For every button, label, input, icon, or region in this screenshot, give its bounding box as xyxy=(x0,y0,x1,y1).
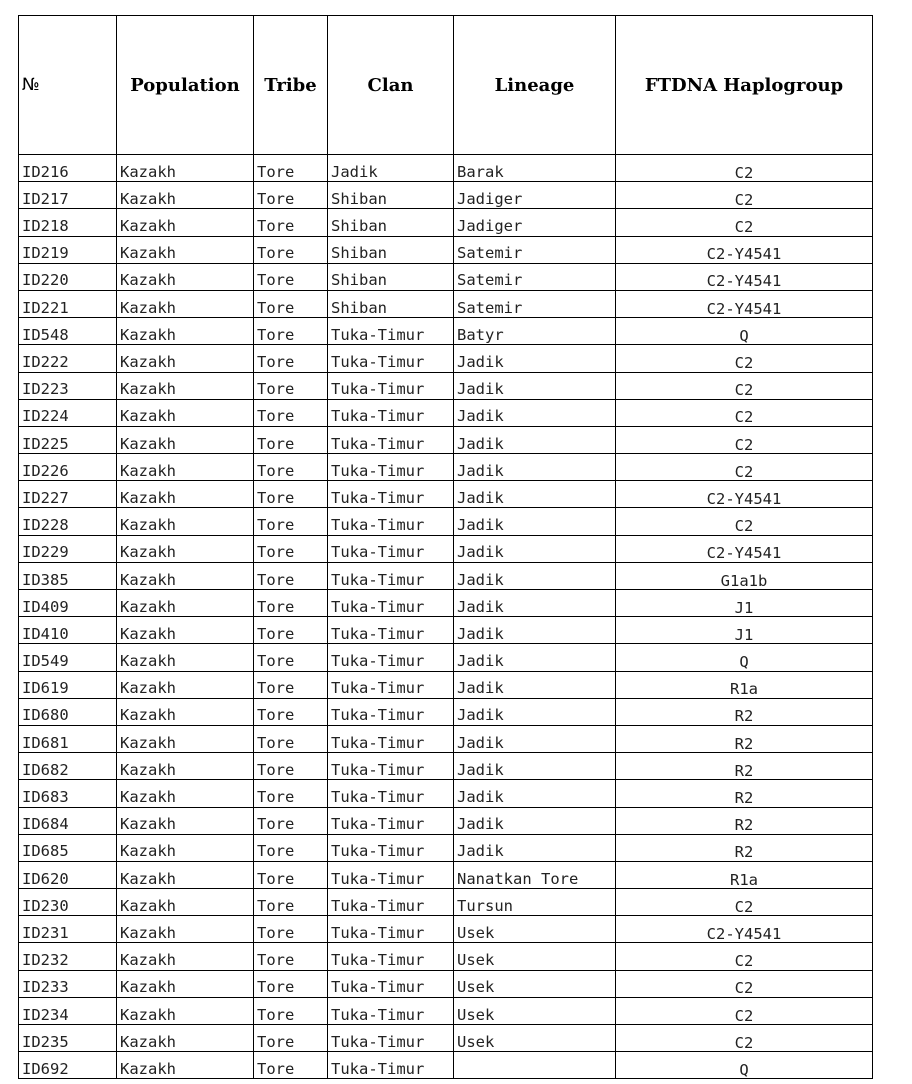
cell-population: Kazakh xyxy=(117,725,254,752)
cell-haplogroup: C2 xyxy=(616,155,873,182)
cell-lineage: Jadik xyxy=(454,454,616,481)
cell-tribe: Tore xyxy=(254,590,328,617)
cell-id: ID684 xyxy=(19,807,117,834)
cell-tribe: Tore xyxy=(254,562,328,589)
cell-haplogroup: R2 xyxy=(616,780,873,807)
cell-tribe: Tore xyxy=(254,1025,328,1052)
cell-population: Kazakh xyxy=(117,780,254,807)
cell-population: Kazakh xyxy=(117,290,254,317)
cell-tribe: Tore xyxy=(254,671,328,698)
cell-tribe: Tore xyxy=(254,753,328,780)
cell-tribe: Tore xyxy=(254,399,328,426)
cell-haplogroup: R2 xyxy=(616,698,873,725)
cell-id: ID228 xyxy=(19,508,117,535)
cell-id: ID410 xyxy=(19,617,117,644)
table-row xyxy=(19,590,873,617)
cell-population: Kazakh xyxy=(117,481,254,508)
cell-lineage: Usek xyxy=(454,916,616,943)
cell-tribe: Tore xyxy=(254,889,328,916)
cell-lineage: Jadik xyxy=(454,345,616,372)
cell-clan: Tuka-Timur xyxy=(328,508,454,535)
cell-haplogroup: C2 xyxy=(616,182,873,209)
cell-population: Kazakh xyxy=(117,345,254,372)
cell-id: ID229 xyxy=(19,535,117,562)
cell-population: Kazakh xyxy=(117,671,254,698)
cell-tribe: Tore xyxy=(254,1052,328,1079)
cell-lineage: Jadik xyxy=(454,698,616,725)
cell-population: Kazakh xyxy=(117,209,254,236)
cell-haplogroup: R1a xyxy=(616,861,873,888)
table-row xyxy=(19,725,873,752)
cell-population: Kazakh xyxy=(117,834,254,861)
cell-lineage: Jadik xyxy=(454,834,616,861)
haplogroup-table xyxy=(18,15,873,1079)
table-row xyxy=(19,535,873,562)
cell-id: ID232 xyxy=(19,943,117,970)
cell-haplogroup: R2 xyxy=(616,807,873,834)
cell-tribe: Tore xyxy=(254,861,328,888)
cell-tribe: Tore xyxy=(254,807,328,834)
cell-lineage: Jadik xyxy=(454,617,616,644)
table-row xyxy=(19,1052,873,1079)
cell-id: ID231 xyxy=(19,916,117,943)
cell-clan: Tuka-Timur xyxy=(328,1025,454,1052)
header-tribe: Tribe xyxy=(254,16,328,155)
cell-tribe: Tore xyxy=(254,780,328,807)
cell-tribe: Tore xyxy=(254,481,328,508)
cell-lineage: Jadik xyxy=(454,753,616,780)
cell-haplogroup: C2 xyxy=(616,426,873,453)
cell-clan: Jadik xyxy=(328,155,454,182)
cell-population: Kazakh xyxy=(117,535,254,562)
cell-lineage: Usek xyxy=(454,997,616,1024)
cell-tribe: Tore xyxy=(254,644,328,671)
cell-id: ID683 xyxy=(19,780,117,807)
cell-lineage: Jadik xyxy=(454,481,616,508)
cell-lineage: Jadik xyxy=(454,562,616,589)
cell-id: ID409 xyxy=(19,590,117,617)
cell-id: ID548 xyxy=(19,318,117,345)
cell-tribe: Tore xyxy=(254,372,328,399)
cell-tribe: Tore xyxy=(254,290,328,317)
cell-lineage: Jadik xyxy=(454,372,616,399)
cell-id: ID620 xyxy=(19,861,117,888)
cell-tribe: Tore xyxy=(254,454,328,481)
cell-id: ID549 xyxy=(19,644,117,671)
cell-clan: Tuka-Timur xyxy=(328,535,454,562)
cell-clan: Tuka-Timur xyxy=(328,780,454,807)
cell-clan: Shiban xyxy=(328,290,454,317)
cell-haplogroup: C2 xyxy=(616,889,873,916)
cell-lineage: Jadik xyxy=(454,671,616,698)
cell-clan: Shiban xyxy=(328,182,454,209)
cell-haplogroup: G1a1b xyxy=(616,562,873,589)
cell-id: ID619 xyxy=(19,671,117,698)
cell-haplogroup: C2 xyxy=(616,997,873,1024)
cell-id: ID219 xyxy=(19,236,117,263)
cell-lineage: Tursun xyxy=(454,889,616,916)
cell-tribe: Tore xyxy=(254,182,328,209)
table-row xyxy=(19,997,873,1024)
cell-clan: Tuka-Timur xyxy=(328,481,454,508)
cell-lineage: Jadik xyxy=(454,508,616,535)
cell-tribe: Tore xyxy=(254,155,328,182)
cell-id: ID680 xyxy=(19,698,117,725)
cell-id: ID230 xyxy=(19,889,117,916)
table-row xyxy=(19,399,873,426)
cell-tribe: Tore xyxy=(254,916,328,943)
header-haplogroup: FTDNA Haplogroup xyxy=(616,16,873,155)
cell-lineage: Jadik xyxy=(454,780,616,807)
table-row xyxy=(19,263,873,290)
cell-clan: Tuka-Timur xyxy=(328,426,454,453)
cell-id: ID234 xyxy=(19,997,117,1024)
cell-haplogroup: R1a xyxy=(616,671,873,698)
cell-clan: Tuka-Timur xyxy=(328,943,454,970)
cell-id: ID218 xyxy=(19,209,117,236)
cell-id: ID227 xyxy=(19,481,117,508)
cell-clan: Tuka-Timur xyxy=(328,834,454,861)
cell-lineage: Batyr xyxy=(454,318,616,345)
cell-tribe: Tore xyxy=(254,318,328,345)
cell-population: Kazakh xyxy=(117,318,254,345)
cell-id: ID682 xyxy=(19,753,117,780)
table-row xyxy=(19,889,873,916)
cell-lineage: Jadiger xyxy=(454,182,616,209)
cell-id: ID692 xyxy=(19,1052,117,1079)
cell-haplogroup: R2 xyxy=(616,753,873,780)
table-row xyxy=(19,481,873,508)
cell-lineage: Satemir xyxy=(454,236,616,263)
table-row xyxy=(19,943,873,970)
cell-population: Kazakh xyxy=(117,970,254,997)
header-number: № xyxy=(19,16,117,155)
cell-haplogroup: R2 xyxy=(616,725,873,752)
cell-lineage xyxy=(454,1052,616,1079)
cell-clan: Tuka-Timur xyxy=(328,916,454,943)
table-row xyxy=(19,834,873,861)
cell-haplogroup: C2 xyxy=(616,970,873,997)
cell-lineage: Jadik xyxy=(454,535,616,562)
table-row xyxy=(19,807,873,834)
cell-population: Kazakh xyxy=(117,617,254,644)
cell-lineage: Jadiger xyxy=(454,209,616,236)
cell-tribe: Tore xyxy=(254,236,328,263)
cell-population: Kazakh xyxy=(117,753,254,780)
cell-population: Kazakh xyxy=(117,236,254,263)
cell-haplogroup: C2 xyxy=(616,345,873,372)
table-row xyxy=(19,236,873,263)
cell-population: Kazakh xyxy=(117,263,254,290)
cell-clan: Tuka-Timur xyxy=(328,861,454,888)
cell-population: Kazakh xyxy=(117,454,254,481)
cell-clan: Tuka-Timur xyxy=(328,698,454,725)
cell-tribe: Tore xyxy=(254,970,328,997)
cell-lineage: Jadik xyxy=(454,807,616,834)
cell-clan: Tuka-Timur xyxy=(328,399,454,426)
cell-population: Kazakh xyxy=(117,997,254,1024)
table-row xyxy=(19,426,873,453)
table-row xyxy=(19,454,873,481)
cell-haplogroup: C2 xyxy=(616,508,873,535)
cell-clan: Tuka-Timur xyxy=(328,1052,454,1079)
cell-tribe: Tore xyxy=(254,345,328,372)
cell-tribe: Tore xyxy=(254,263,328,290)
cell-clan: Tuka-Timur xyxy=(328,970,454,997)
cell-haplogroup: R2 xyxy=(616,834,873,861)
table-row xyxy=(19,372,873,399)
cell-clan: Shiban xyxy=(328,263,454,290)
cell-id: ID217 xyxy=(19,182,117,209)
cell-population: Kazakh xyxy=(117,426,254,453)
table-row xyxy=(19,916,873,943)
cell-id: ID222 xyxy=(19,345,117,372)
cell-clan: Tuka-Timur xyxy=(328,889,454,916)
cell-lineage: Satemir xyxy=(454,290,616,317)
cell-haplogroup: J1 xyxy=(616,590,873,617)
cell-id: ID221 xyxy=(19,290,117,317)
cell-tribe: Tore xyxy=(254,997,328,1024)
cell-tribe: Tore xyxy=(254,834,328,861)
cell-lineage: Jadik xyxy=(454,399,616,426)
cell-clan: Tuka-Timur xyxy=(328,997,454,1024)
cell-haplogroup: C2 xyxy=(616,454,873,481)
cell-lineage: Barak xyxy=(454,155,616,182)
cell-tribe: Tore xyxy=(254,209,328,236)
cell-haplogroup: C2-Y4541 xyxy=(616,916,873,943)
header-lineage: Lineage xyxy=(454,16,616,155)
table-row xyxy=(19,290,873,317)
cell-haplogroup: C2-Y4541 xyxy=(616,236,873,263)
cell-lineage: Satemir xyxy=(454,263,616,290)
cell-population: Kazakh xyxy=(117,644,254,671)
cell-clan: Shiban xyxy=(328,236,454,263)
cell-clan: Tuka-Timur xyxy=(328,345,454,372)
cell-lineage: Usek xyxy=(454,970,616,997)
header-population: Population xyxy=(117,16,254,155)
cell-clan: Tuka-Timur xyxy=(328,372,454,399)
table-row xyxy=(19,1025,873,1052)
table-row xyxy=(19,508,873,535)
cell-population: Kazakh xyxy=(117,807,254,834)
header-row xyxy=(19,16,873,155)
cell-population: Kazakh xyxy=(117,698,254,725)
table-row xyxy=(19,318,873,345)
table-row xyxy=(19,671,873,698)
cell-population: Kazakh xyxy=(117,590,254,617)
cell-clan: Tuka-Timur xyxy=(328,753,454,780)
cell-haplogroup: C2-Y4541 xyxy=(616,290,873,317)
table-row xyxy=(19,182,873,209)
cell-haplogroup: Q xyxy=(616,318,873,345)
header-clan: Clan xyxy=(328,16,454,155)
cell-haplogroup: C2 xyxy=(616,209,873,236)
table-row xyxy=(19,644,873,671)
cell-population: Kazakh xyxy=(117,1025,254,1052)
cell-id: ID685 xyxy=(19,834,117,861)
table-row xyxy=(19,753,873,780)
cell-haplogroup: C2-Y4541 xyxy=(616,263,873,290)
table-row xyxy=(19,970,873,997)
cell-clan: Tuka-Timur xyxy=(328,725,454,752)
cell-tribe: Tore xyxy=(254,725,328,752)
cell-tribe: Tore xyxy=(254,617,328,644)
cell-id: ID385 xyxy=(19,562,117,589)
cell-id: ID223 xyxy=(19,372,117,399)
cell-population: Kazakh xyxy=(117,916,254,943)
cell-id: ID224 xyxy=(19,399,117,426)
table-row xyxy=(19,345,873,372)
cell-haplogroup: Q xyxy=(616,644,873,671)
cell-clan: Tuka-Timur xyxy=(328,617,454,644)
cell-id: ID233 xyxy=(19,970,117,997)
cell-haplogroup: C2-Y4541 xyxy=(616,481,873,508)
table-row xyxy=(19,209,873,236)
cell-id: ID235 xyxy=(19,1025,117,1052)
cell-haplogroup: Q xyxy=(616,1052,873,1079)
table-row xyxy=(19,155,873,182)
cell-clan: Tuka-Timur xyxy=(328,644,454,671)
cell-clan: Tuka-Timur xyxy=(328,807,454,834)
cell-population: Kazakh xyxy=(117,155,254,182)
cell-clan: Tuka-Timur xyxy=(328,590,454,617)
cell-id: ID220 xyxy=(19,263,117,290)
cell-lineage: Jadik xyxy=(454,590,616,617)
cell-clan: Tuka-Timur xyxy=(328,671,454,698)
cell-haplogroup: C2-Y4541 xyxy=(616,535,873,562)
cell-clan: Tuka-Timur xyxy=(328,318,454,345)
cell-clan: Tuka-Timur xyxy=(328,562,454,589)
table-body xyxy=(19,155,873,1079)
cell-population: Kazakh xyxy=(117,372,254,399)
table-row xyxy=(19,698,873,725)
cell-id: ID225 xyxy=(19,426,117,453)
cell-lineage: Nanatkan Tore xyxy=(454,861,616,888)
table-row xyxy=(19,780,873,807)
cell-clan: Shiban xyxy=(328,209,454,236)
cell-population: Kazakh xyxy=(117,399,254,426)
cell-haplogroup: C2 xyxy=(616,399,873,426)
cell-id: ID681 xyxy=(19,725,117,752)
cell-population: Kazakh xyxy=(117,182,254,209)
cell-tribe: Tore xyxy=(254,943,328,970)
cell-id: ID226 xyxy=(19,454,117,481)
cell-id: ID216 xyxy=(19,155,117,182)
cell-lineage: Jadik xyxy=(454,426,616,453)
table-row xyxy=(19,861,873,888)
cell-population: Kazakh xyxy=(117,562,254,589)
cell-tribe: Tore xyxy=(254,535,328,562)
cell-tribe: Tore xyxy=(254,698,328,725)
table-header xyxy=(19,16,873,155)
cell-population: Kazakh xyxy=(117,889,254,916)
table-row xyxy=(19,562,873,589)
cell-clan: Tuka-Timur xyxy=(328,454,454,481)
cell-haplogroup: C2 xyxy=(616,372,873,399)
cell-population: Kazakh xyxy=(117,943,254,970)
cell-lineage: Jadik xyxy=(454,725,616,752)
cell-haplogroup: C2 xyxy=(616,943,873,970)
cell-population: Kazakh xyxy=(117,508,254,535)
cell-population: Kazakh xyxy=(117,861,254,888)
cell-lineage: Usek xyxy=(454,1025,616,1052)
cell-haplogroup: C2 xyxy=(616,1025,873,1052)
cell-tribe: Tore xyxy=(254,426,328,453)
cell-tribe: Tore xyxy=(254,508,328,535)
cell-haplogroup: J1 xyxy=(616,617,873,644)
cell-population: Kazakh xyxy=(117,1052,254,1079)
table-row xyxy=(19,617,873,644)
cell-lineage: Jadik xyxy=(454,644,616,671)
cell-lineage: Usek xyxy=(454,943,616,970)
